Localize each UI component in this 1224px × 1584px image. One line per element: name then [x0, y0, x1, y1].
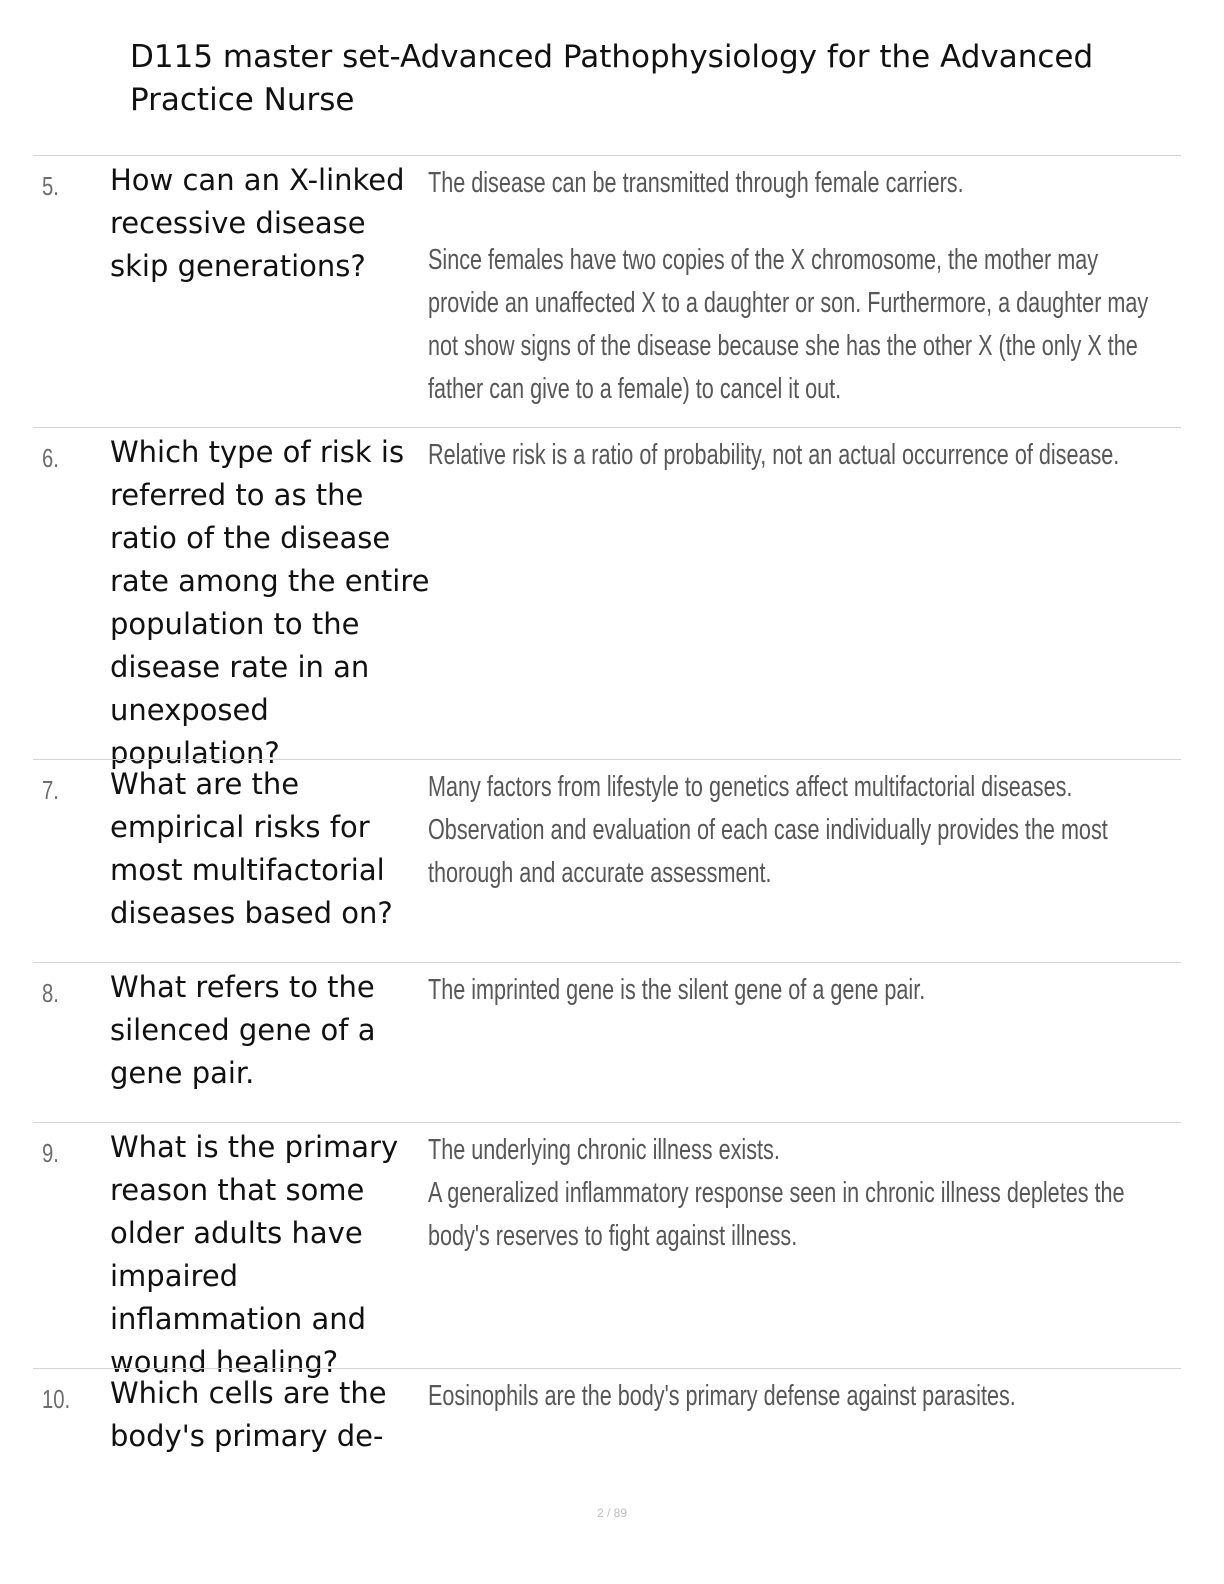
flashcard-row [33, 759, 1181, 962]
question-text: What are the empirical risks for most multifactorial diseases based on? [110, 767, 393, 930]
answer-text [428, 969, 1173, 1012]
answer-paragraph: Relative risk is a ratio of probability, not an actual occurrence of disease. [428, 439, 1120, 471]
document-title: D115 master set-Advanced Pathophysiology for the Advanced Practice Nurse [130, 39, 1094, 118]
answer-paragraph: The disease can be transmitted through female carriers. [428, 167, 964, 199]
answer-paragraph: Eosinophils are the body's primary defense against parasites. [428, 1380, 1016, 1412]
answer-paragraph: The imprinted gene is the silent gene of a gene pair. [428, 974, 926, 1006]
page-indicator: 2 / 89 [596, 1506, 628, 1520]
item-number: 7. [42, 775, 59, 805]
flashcard-row [33, 155, 1181, 427]
item-number: 6. [42, 443, 59, 473]
flashcard-row [33, 427, 1181, 770]
flashcard-row [33, 1368, 1181, 1478]
item-number: 9. [42, 1138, 59, 1168]
item-number: 8. [42, 978, 59, 1008]
answer-text [428, 162, 1173, 411]
item-number: 5. [42, 171, 59, 201]
answer-text [428, 766, 1173, 895]
answer-paragraph: The underlying chronic illness exists. [428, 1134, 780, 1166]
flashcard-row [33, 962, 1181, 1122]
answer-text [428, 1375, 1173, 1418]
answer-paragraph: A generalized inflammatory response seen in chronic illness depletes the body's reserves to fight against illness. [428, 1177, 1125, 1252]
answer-text [428, 434, 1173, 477]
question-text: What refers to the silenced gene of a gene pair. [110, 970, 376, 1090]
answer-paragraph: Many factors from lifestyle to genetics affect multifactorial diseases. Observation and evaluation of each case individually provides the most thorough and accurate assessment. [428, 771, 1108, 889]
flashcard-list [33, 155, 1181, 1478]
question-text: Which type of risk is referred to as the ratio of the disease rate among the entire population to the disease rate in an unexposed population? [110, 435, 430, 770]
question-text: Which cells are the body's primary de- [110, 1376, 387, 1453]
answer-paragraph: Since females have two copies of the X chromosome, the mother may provide an unaffected X to a daughter or son. Furthermore, a daughter may not show signs of the disease because she has the other X (the only X the father can give to a female) to cancel it out. [428, 244, 1149, 405]
answer-text [428, 1129, 1173, 1258]
question-text: How can an X-linked recessive disease skip generations? [110, 163, 405, 283]
item-number: 10. [42, 1384, 71, 1414]
question-text: What is the primary reason that some older adults have impaired inflammation and wound healing? [110, 1130, 399, 1379]
flashcard-row [33, 1122, 1181, 1379]
